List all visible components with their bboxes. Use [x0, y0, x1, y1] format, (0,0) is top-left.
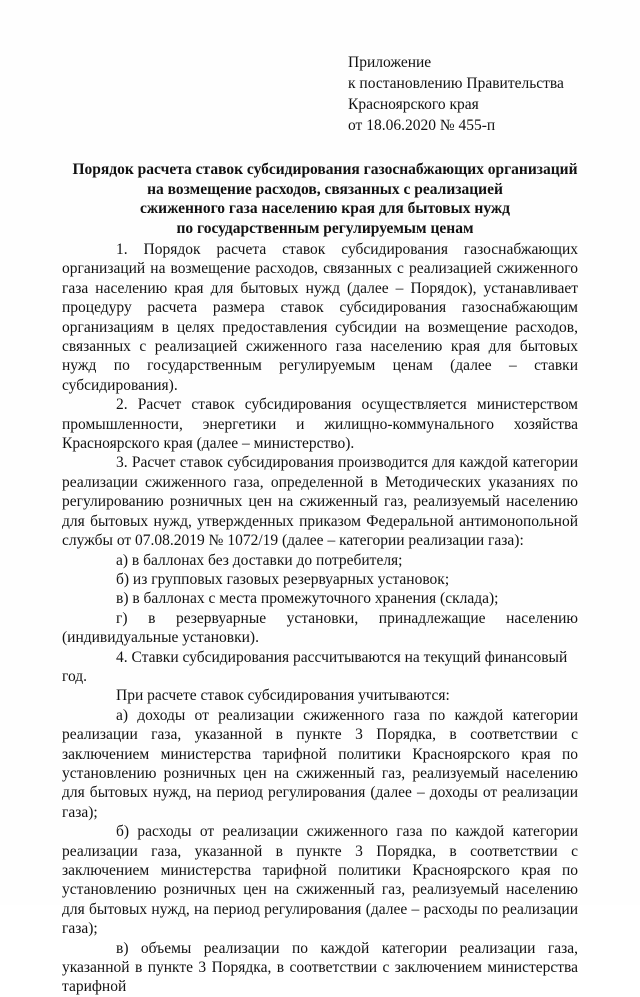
paragraph-3-item-a: а) в баллонах без доставки до потребителя;	[116, 551, 403, 569]
title-line-4: по государственным регулируемым ценам	[176, 219, 474, 237]
paragraph-2: 2. Расчет ставок субсидирования осуществляется министерством промышленности, энергетики и жилищно-коммунального хозяйства Красноярского края (далее – министерство).	[62, 396, 578, 453]
paragraph-3-item-d: г) в резервуарные установки, принадлежащие населению (индивидуальные установки).	[62, 609, 578, 647]
paragraph-4-item-b: б) расходы от реализации сжиженного газа по каждой категории реализации газа, указанной в пункте 3 Порядка, в соответствии с заключением министерства тарифной политики Красноярского края по установлению розничных цен на сжиженный газ, реализуемый населению для бытовых нужд, на период регулирования (далее – расходы по реализации газа);	[62, 823, 578, 938]
paragraph-4-item-a: а) доходы от реализации сжиженного газа по каждой категории реализации газа, указанной в пункте 3 Порядка, в соответствии с заключением министерства тарифной политики Красноярского края по установлению розничных цен на сжиженный газ, реализуемый населению для бытовых нужд, на период регулирования (далее – доходы от реализации газа);	[62, 706, 578, 821]
paragraph-3-item-b: б) из групповых газовых резервуарных установок;	[116, 570, 450, 588]
appendix-line-2: к постановлению Правительства	[348, 75, 564, 92]
paragraph-4-item-c: в) объемы реализации по каждой категории реализации газа, указанной в пункте 3 Порядка, в соответствии с заключением министерства тарифной	[62, 939, 578, 996]
appendix-line-1: Приложение	[348, 54, 432, 71]
appendix-line-3: Красноярского края	[348, 96, 479, 113]
title-line-2: на возмещение расходов, связанных с реализацией	[147, 180, 503, 198]
title-line-1: Порядок расчета ставок субсидирования газоснабжающих организаций	[72, 161, 578, 178]
title-line-3: сжиженного газа населению края для бытовых нужд	[140, 200, 510, 217]
appendix-header	[348, 52, 618, 136]
appendix-line-4: от 18.06.2020 № 455-п	[348, 117, 496, 134]
paragraph-1: 1. Порядок расчета ставок субсидирования газоснабжающих организаций на возмещение расходов, связанных с реализацией сжиженного газа населению края для бытовых нужд (далее – Порядок), устанавливает процедуру расчета размера ставок субсидирования газоснабжающим организациям в целях предоставления субсидии на возмещение расходов, связанных с реализацией сжиженного газа населению края для бытовых нужд по государственным регулируемым ценам (далее – ставки субсидирования).	[62, 241, 578, 394]
paragraph-4: 4. Ставки субсидирования рассчитываются на текущий финансовый год.	[62, 648, 568, 685]
paragraph-4-intro: При расчете ставок субсидирования учитываются:	[116, 687, 450, 705]
paragraph-3: 3. Расчет ставок субсидирования производится для каждой категории реализации сжиженного газа, определенной в Методических указаниях по регулированию розничных цен на сжиженный газ, реализуемый населению для бытовых нужд, утвержденных приказом Федеральной антимонопольной службы от 07.08.2019 № 1072/19 (далее – категории реализации газа):	[62, 454, 578, 550]
paragraph-3-item-c: в) в баллонах с места промежуточного хранения (склада);	[116, 590, 499, 608]
document-body	[62, 240, 578, 997]
document-title	[40, 160, 610, 238]
